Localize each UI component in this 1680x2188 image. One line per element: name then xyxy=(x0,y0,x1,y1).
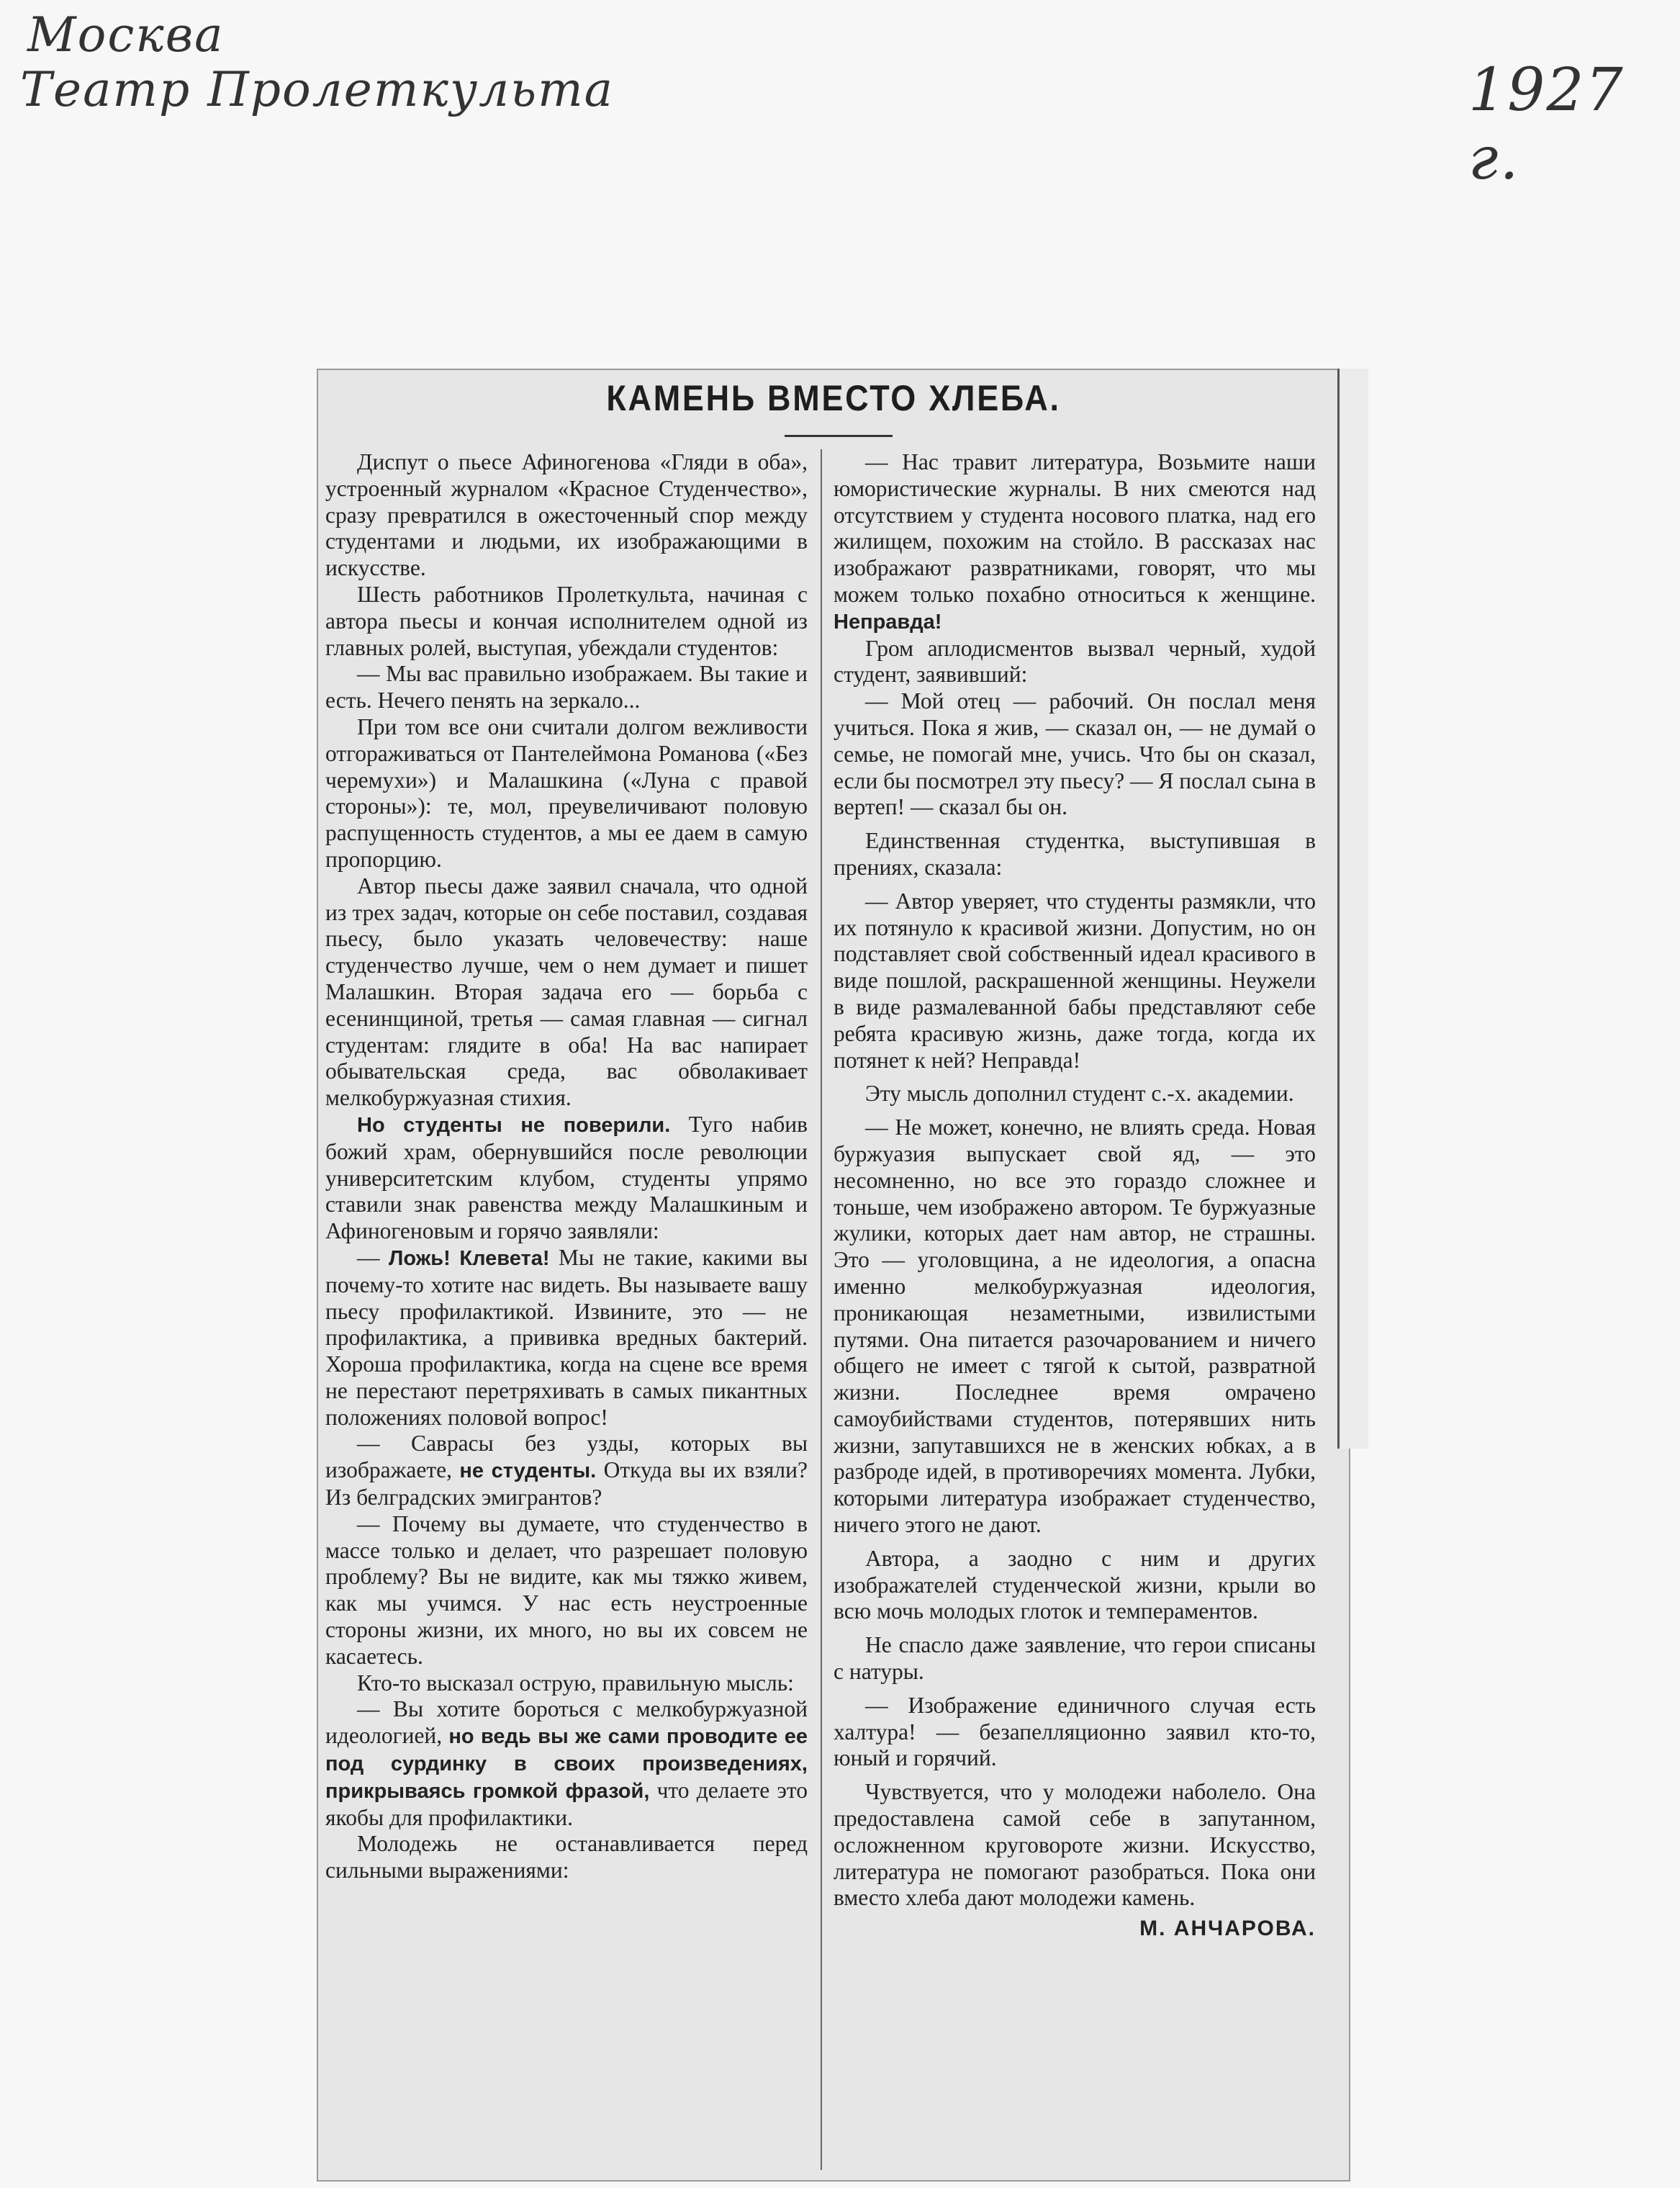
article-paragraph xyxy=(834,636,1316,689)
paragraph-text: — Не может, конечно, не влиять среда. Новая буржуазия выпускает свой яд, — это несомненно, но все это гораздо сложнее и тоньше, чем изображено автором. Те буржуазные жулики, которых дает нам автор, не страшны. Это — уголовщина, а не идеология, а опасна именно мелкобуржуазная идеология, проникающая незаметными, извилистыми путями. Она питается разочарованием и ничего общего не имеет с тягой к сытой, развратной жизни. Последнее время омрачено самоубийствами студентов, потерявших нить жизни, запутавшихся не в женских юбках, а в разброде идей, в противоречиях момента. Лубки, которыми литература изображает студенчество, ничего этого не дают. xyxy=(834,1115,1316,1538)
article-paragraph xyxy=(325,1245,808,1431)
article-column-right xyxy=(834,449,1316,1942)
article-paragraph xyxy=(325,661,808,714)
article-paragraph xyxy=(325,1511,808,1670)
paragraph-text: Диспут о пьесе Афиногенова «Гляди в оба», устроенный журналом «Красное Студенчество», сразу превратился в ожесточенный спор между студентами и людьми, их изображающими в искусстве. xyxy=(325,449,808,581)
paragraph-text: — Мой отец — рабочий. Он послал меня учиться. Пока я жив, — сказал он, — не думай о семье, не помогай мне, учись. Что бы он сказал, если бы посмотрел эту пьесу? — Я послал сына в вертеп! — сказал бы он. xyxy=(834,688,1316,820)
handwritten-theatre: Театр Пролеткульта xyxy=(20,62,615,117)
article-paragraph xyxy=(834,449,1316,636)
author-signature: М. АНЧАРОВА. xyxy=(1139,1917,1316,1941)
paragraph-text: Гром аплодисментов вызвал черный, худой студент, заявивший: xyxy=(834,635,1316,688)
paragraph-text: Единственная студентка, выступившая в прениях, сказала: xyxy=(834,828,1316,880)
handwritten-city: Москва xyxy=(27,7,225,63)
article-paragraph xyxy=(834,1546,1316,1625)
paragraph-text: Мы не такие, какими вы почему-то хотите нас видеть. Вы называете вашу пьесу профилактикой. Извините, это — не профилактика, а прививка вредных бактерий. Хороша профилактика, когда на сцене все время не перестают перетряхивать в самых пикантных положениях половой вопрос! xyxy=(325,1244,808,1430)
article-paragraph xyxy=(325,1431,808,1511)
emphasized-text: Но студенты не поверили. xyxy=(357,1113,671,1137)
paragraph-text: Молодежь не останавливается перед сильными выражениями: xyxy=(325,1831,808,1883)
article-paragraph xyxy=(325,1112,808,1245)
article-paragraph xyxy=(325,714,808,873)
paragraph-text: Шесть работников Пролеткульта, начиная с автора пьесы и кончая исполнителем одной из главных ролей, выступая, убеждали студентов: xyxy=(325,581,808,660)
emphasized-text: не студенты. xyxy=(459,1459,597,1483)
article-paragraph xyxy=(325,582,808,661)
emphasized-text: но ведь вы же сами проводите ее под сурдинку в своих произведениях, прикрываясь громкой фразой, xyxy=(325,1725,808,1803)
adjacent-clipping-edge xyxy=(1337,369,1368,1449)
article-paragraph xyxy=(325,1831,808,1884)
article-paragraph xyxy=(834,688,1316,821)
article-column-left xyxy=(325,449,808,1884)
article-paragraph xyxy=(834,1779,1316,1912)
paragraph-text: Автор пьесы даже заявил сначала, что одной из трех задач, которые он себе поставил, создавая пьесу, было указать человечеству: наше студенчество лучше, чем о нем думает и пишет Малашкин. Вторая задача его — борьба с есенинщиной, третья — самая главная — сигнал студентам: глядите в оба! На вас напирает обывательская среда, вас обволакивает мелкобуржуазная стихия. xyxy=(325,873,808,1111)
handwritten-year: 1927 г. xyxy=(1468,56,1625,193)
paragraph-text: — Нас травит литература, Возьмите наши юмористические журналы. В них смеются над отсутствием у студента носового платка, над его жилищем, похожим на стойло. В рассказах нас изображают развратниками, говорят, что мы можем только похабно относиться к женщине. xyxy=(834,449,1316,607)
emphasized-text: Неправда! xyxy=(834,610,942,634)
paragraph-text: Чувствуется, что у молодежи наболело. Она предоставлена самой себе в запутанном, осложненном круговороте жизни. Искусство, литература не помогают разобраться. Пока они вместо хлеба дают молодежи камень. xyxy=(834,1779,1316,1911)
article-paragraph xyxy=(325,449,808,582)
article-headline: КАМЕНЬ ВМЕСТО ХЛЕБА. xyxy=(606,378,1061,418)
paragraph-text: — Мы вас правильно изображаем. Вы такие и есть. Нечего пенять на зеркало... xyxy=(325,661,808,713)
paragraph-text: что делаете это якобы для профилактики. xyxy=(325,1777,808,1830)
article-paragraph xyxy=(834,1115,1316,1539)
paragraph-text: — xyxy=(357,1244,389,1270)
paragraph-text: При том все они считали долгом вежливости отгораживаться от Пантелеймона Романова («Без черемухи») и Малашкина («Луна с правой стороны»): те, мол, преувеличивают половую распущенность студентов, а мы ее даем в самую пропорцию. xyxy=(325,713,808,872)
paragraph-text: — Саврасы без узды, которых вы изображаете, xyxy=(325,1431,808,1483)
paragraph-text: — Вы хотите бороться с мелкобуржуазной идеологией, xyxy=(325,1696,808,1749)
article-paragraph xyxy=(834,888,1316,1074)
article-paragraph xyxy=(834,1693,1316,1772)
article-paragraph xyxy=(834,1081,1316,1107)
article-paragraph xyxy=(325,873,808,1112)
paragraph-text: Кто-то высказал острую, правильную мысль: xyxy=(357,1670,794,1696)
paragraph-text: Эту мысль дополнил студент с.-х. академии. xyxy=(865,1081,1294,1107)
newspaper-clipping xyxy=(317,369,1350,2182)
paragraph-text: — Почему вы думаете, что студенчество в массе только и делает, что разрешает половую проблему? Вы не видите, как мы тяжко живем, как мы учимся. У нас есть неустроенные стороны жизни, их много, но вы их совсем не касаетесь. xyxy=(325,1511,808,1669)
emphasized-text: Ложь! Клевета! xyxy=(389,1246,550,1270)
paragraph-text: Туго набив божий храм, обернувшийся после революции университетским клубом, студенты упрямо ставили знак равенства между Малашкиным и Афиногеновым и горячо заявляли: xyxy=(325,1111,808,1244)
headline-rule xyxy=(785,435,893,437)
article-paragraph xyxy=(834,1632,1316,1685)
column-divider xyxy=(821,449,822,2170)
article-paragraph xyxy=(325,1670,808,1697)
paragraph-text: Не спасло даже заявление, что герои списаны с натуры. xyxy=(834,1632,1316,1685)
paragraph-text: — Изображение единичного случая есть халтура! — безапелляционно заявил кто-то, юный и горячий. xyxy=(834,1692,1316,1771)
article-paragraph xyxy=(834,828,1316,881)
paragraph-text: Автора, а заодно с ним и других изображателей студенческой жизни, крыли во всю мочь молодых глоток и темпераментов. xyxy=(834,1545,1316,1624)
paragraph-text: Откуда вы их взяли? Из белградских эмигрантов? xyxy=(325,1457,808,1511)
paragraph-text: — Автор уверяет, что студенты размякли, что их потянуло к красивой жизни. Допустим, но он подставляет свой собственный идеал красивого в виде пошлой, раскрашенной женщины. Неужели в виде размалеванной бабы представляют себе ребята красивую жизнь, даже тогда, когда их потянет к ней? Неправда! xyxy=(834,888,1316,1073)
article-paragraph xyxy=(325,1696,808,1831)
